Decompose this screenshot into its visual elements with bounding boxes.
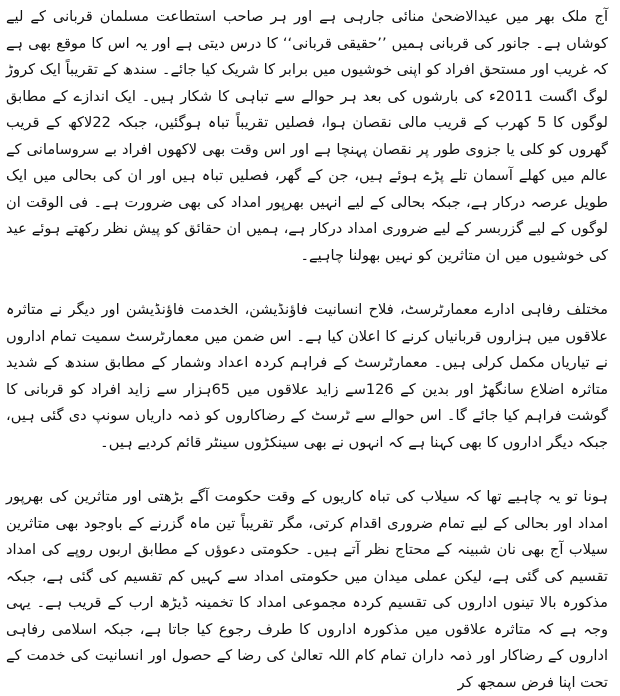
paragraph-government-response: ہونا تو یہ چاہیے تھا کہ سیلاب کی تباہ کاریوں کے وقت حکومت آگے بڑھتی اور متاثرین کی بھرپور امداد اور بحالی کے لیے تمام ضروری اقدام کرتی، مگر تقریباً تین ماہ گزرنے کے باوجود بھی متاثرین سیلاب آج بھی نان شبینہ کے محتاج نظر آتے ہیں۔ حکومتی دعوؤں کے مطابق اربوں روپے کی امداد تقسیم کی گئی ہے، لیکن عملی میدان میں حکومتی امداد سے کہیں کم تقسیم کی گئی ہے، جبکہ مذکورہ بالا تینوں اداروں کی تقسیم کردہ مجموعی امداد کا تخمینہ ڈیڑھ ارب کے قریب ہے۔ یہی وجہ ہے کہ متاثرہ علاقوں میں مذکورہ اداروں کا طرف رجوع کیا جاتا ہے، جبکہ اسلامی رفاہی اداروں کے رضاکار اور ذمہ داران تمام کام اللہ تعالیٰ کی رضا کے حصول اور انسانیت کی خدمت کے تحت اپنا فرض سمجھ کر — [6, 488, 608, 691]
paragraph-eid-sacrifice-flood-victims: آج ملک بھر میں عیدالاضحیٰ منائی جارہی ہے اور ہر صاحب استطاعت مسلمان قربانی کے لیے کوشاں ہے۔ جانور کی قربانی ہمیں ’’حقیقی قربانی‘‘ کا درس دیتی ہے اور یہ اس کا موقع بھی ہے کہ غریب اور مستحق افراد کو اپنی خوشیوں میں برابر کا شریک کیا جائے۔ سندھ کے تقریباً ایک کروڑ لوگ اگست 2011ء کی بارشوں کی بعد ہر حوالے سے تباہی کا شکار ہیں۔ ایک اندازے کے مطابق لوگوں کا 5 کھرب کے قریب مالی نقصان ہوا، فصلیں تقریباً تباہ ہوگئیں، جبکہ 22لاکھ کے قریب گھروں کو کلی یا جزوی طور پر نقصان پہنچا ہے اور اس وقت بھی لاکھوں افراد بے سروسامانی کے عالم میں کھلے آسمان تلے پڑے ہوئے ہیں، جن کے گھر، فصلیں تباہ ہیں اور ان کی بحالی میں ایک طویل عرصہ درکار ہے، جبکہ بحالی کے لیے انہیں بھرپور امداد کی بھی ضرورت ہے۔ فی الوقت ان لوگوں کے لیے گزربسر کے لیے ضروری امداد درکار ہے، ہمیں ان حقائق کو پیش نظر رکھتے ہوئے عید کی خوشیوں میں ان متاثرین کو نہیں بھولنا چاہیے۔ — [6, 8, 608, 264]
paragraph-relief-organizations-announcement: مختلف رفاہی ادارے معمارٹرسٹ، فلاح انسانیت فاؤنڈیشن، الخدمت فاؤنڈیشن اور دیگر نے متاثرہ علاقوں میں ہزاروں قربانیاں کرنے کا اعلان کیا ہے۔ اس ضمن میں معمارٹرسٹ سمیت تمام اداروں نے تیاریاں مکمل کرلی ہیں۔ معمارٹرسٹ کے فراہم کردہ اعداد وشمار کے مطابق سندھ کے شدید متاثرہ اضلاع سانگھڑ اور بدین کے 126سے زاید علاقوں میں 65ہزار سے زاید افراد کو قربانی کا گوشت فراہم کیا جائے گا۔ اس حوالے سے ٹرسٹ کے رضاکاروں کو ذمہ داریاں سونپ دی گئی ہیں، جبکہ دیگر اداروں کا بھی کہنا ہے کہ انہوں نے بھی سینکڑوں سینٹر قائم کردیے ہیں۔ — [6, 301, 609, 451]
